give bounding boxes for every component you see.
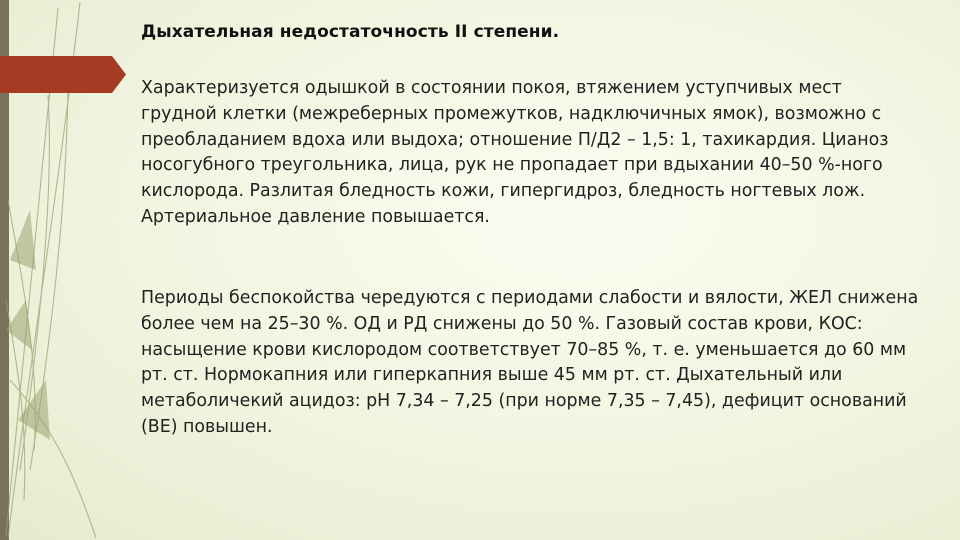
paragraph-symptoms: Характеризуется одышкой в состоянии покоя, втяжением уступчивых мест грудной клетки (межреберных промежутков, надключичных ямок), возможно с преобладанием вдоха или выдоха; отношение П/Д2 – 1,5: 1, тахикардия. Цианоз носогубного треугольника, лица, рук не пропадает при вдыхании 40–50 %-ного кислорода. Разлитая бледность кожи, гипергидроз, бледность ногтевых лож. Артериальное давление повышается. bbox=[141, 78, 889, 227]
slide-title: Дыхательная недостаточность II степени. bbox=[141, 22, 560, 42]
paragraph-blood-gas: Периоды беспокойства чередуются с периодами слабости и вялости, ЖЕЛ снижена более чем на 25–30 %. ОД и РД снижены до 50 %. Газовый состав крови, КОС: насыщение крови кислородом соответствует 70–85 %, т. е. уменьшается до 60 мм рт. ст. Нормокапния или гиперкапния выше 45 мм рт. ст. Дыхательный или метаболичекий ацидоз: рН 7,34 – 7,25 (при норме 7,35 – 7,45), дефицит оснований (ВЕ) повышен. bbox=[141, 288, 919, 437]
title-accent-bar bbox=[0, 56, 126, 93]
